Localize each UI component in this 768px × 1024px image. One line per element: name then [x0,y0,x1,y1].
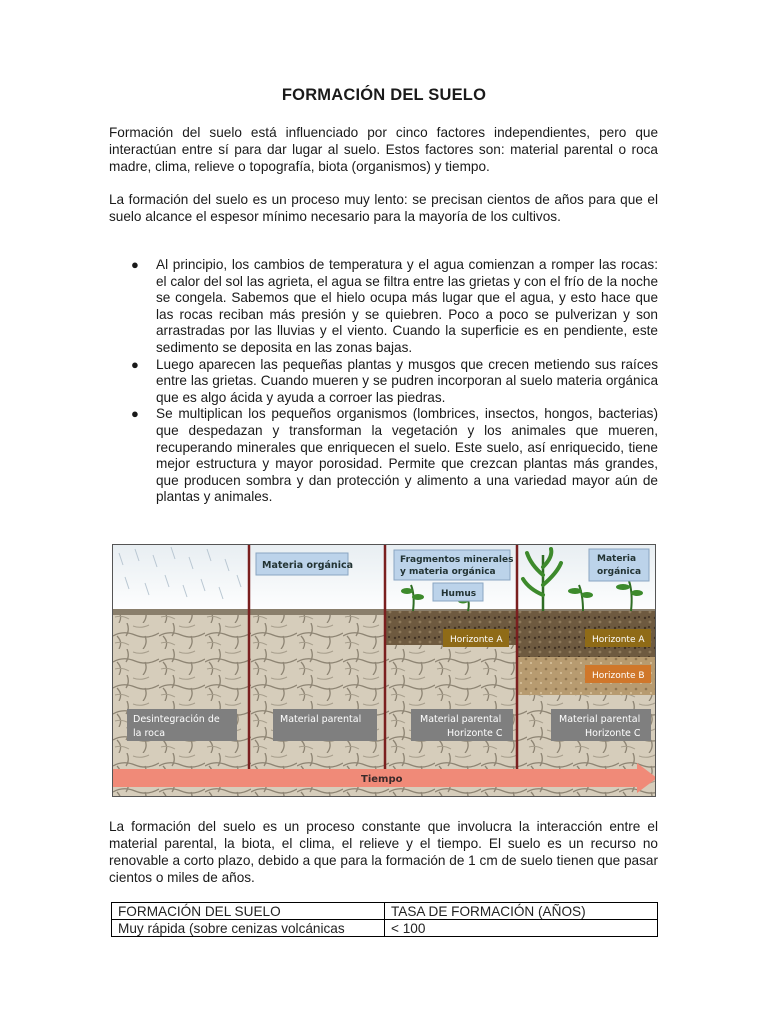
label-horizonte-a-1: Horizonte A [450,635,503,645]
list-item [109,406,658,506]
label-material-parental-3b: Horizonte C [585,728,641,739]
soil-diagram [113,545,656,797]
table-row [112,920,658,937]
label-material-parental-1: Material parental [280,714,362,725]
list-item [109,257,658,357]
label-material-parental-2a: Material parental [420,714,502,725]
list-item-text: Se multiplican los pequeños organismos (lombrices, insectos, hongos, bacterias) que despedazan y transforman la vegetación y los animales que mueren, recuperando minerales que enriquecen el suelo. Este suelo, así enriquecido, tiene mejor estructura y mayor porosidad. Permite que crezcan plantas más grandes, que producen sombra y dan protección y alimento a una variedad mayor aún de plantas y animales. [156,406,658,505]
label-desintegracion-1: Desintegración de [133,714,220,725]
formation-rate-table [111,902,658,937]
table-header-cell: FORMACIÓN DEL SUELO [112,903,385,920]
label-materia-2b: orgánica [597,567,642,577]
process-paragraph: La formación del suelo es un proceso muy lento: se precisan cientos de años para que el suelo alcance el espesor mínimo necesario para la mayoría de los cultivos. [109,192,658,224]
label-fragmentos-2: y materia orgánica [400,567,496,577]
label-materia-organica: Materia orgánica [262,560,353,571]
bullet-icon: ● [131,406,139,422]
label-horizonte-b: Horizonte B [592,671,645,681]
closing-paragraph: La formación del suelo es un proceso constante que involucra la interacción entre el material parental, la biota, el clima, el relieve y el tiempo. El suelo es un recurso no renovable a corto plazo, debido a que para la formación de 1 cm de suelo tienen que pasar cientos o miles de años. [109,819,658,885]
label-materia-2a: Materia [597,554,637,564]
formation-steps-list [109,257,658,506]
table-cell: Muy rápida (sobre cenizas volcánicas [112,920,385,937]
label-fragmentos-1: Fragmentos minerales [400,555,514,565]
label-tiempo: Tiempo [361,774,403,785]
soil-formation-figure [112,544,656,797]
bullet-icon: ● [131,257,139,272]
label-humus: Humus [441,589,477,599]
list-item-text: Luego aparecen las pequeñas plantas y musgos que crecen metiendo sus raíces entre las grietas. Cuando mueren y se pudren incorporan al suelo materia orgánica que es algo ácida y ayuda a corroer las piedras. [156,356,658,405]
bullet-icon: ● [131,356,139,372]
label-material-parental-2b: Horizonte C [447,728,503,739]
list-item [109,357,658,407]
intro-paragraph: Formación del suelo está influenciado por cinco factores independientes, pero que interactúan entre sí para dar lugar al suelo. Estos factores son: material parental o roca madre, clima, relieve o topografía, biota (organismos) y tiempo. [109,125,658,174]
label-desintegracion-2: la roca [133,728,166,739]
table-cell: < 100 [385,920,658,937]
document-title: FORMACIÓN DEL SUELO [281,86,487,104]
label-horizonte-a-2: Horizonte A [592,635,645,645]
list-item-text: Al principio, los cambios de temperatura y el agua comienzan a romper las rocas: el calor del sol las agrieta, el agua se filtra entre las grietas y con el frío de la noche se congela. Sabemos que el hielo ocupa más lugar que el agua, y esto hace que las rocas reciban más presión y se quiebren. Poco a poco se pulverizan y son arrastradas por las lluvias y el viento. Cuando la superficie es en pendiente, este sedimento se deposita en las zonas bajas. [156,257,658,355]
label-material-parental-3a: Material parental [559,714,641,725]
table-header-row [112,903,658,920]
table-header-cell: TASA DE FORMACIÓN (AÑOS) [385,903,658,920]
